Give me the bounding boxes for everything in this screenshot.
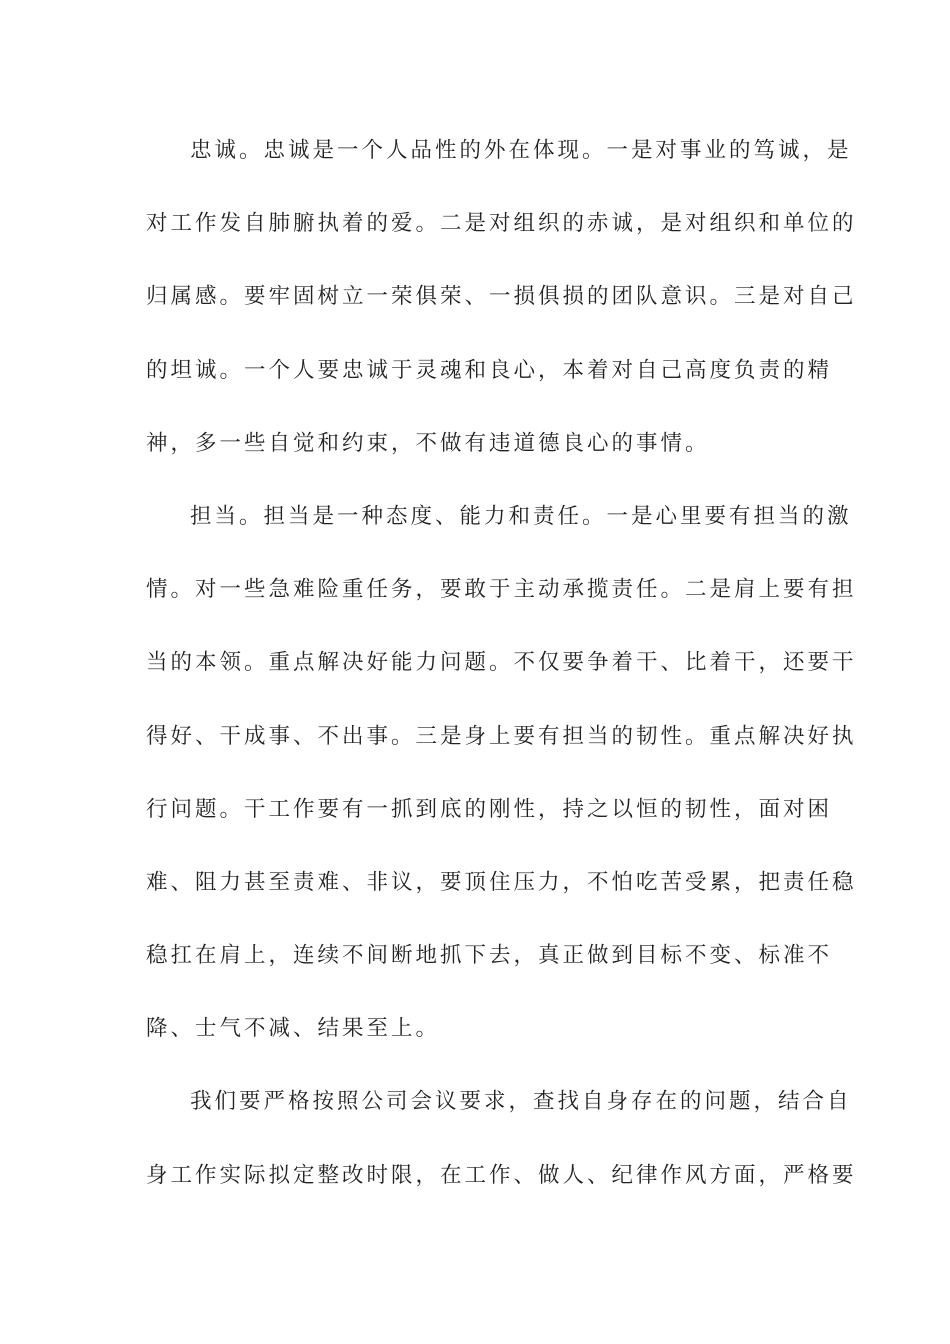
paragraph-requirements-line: 身工作实际拟定整改时限，在工作、做人、纪律作风方面，严格要 xyxy=(146,1162,857,1188)
paragraph-responsibility-line: 情。对一些急难险重任务，要敢于主动承揽责任。二是肩上要有担 xyxy=(146,577,857,603)
paragraph-loyalty-line: 归属感。要牢固树立一荣俱荣、一损俱损的团队意识。三是对自己 xyxy=(146,284,857,310)
paragraph-responsibility-line: 当的本领。重点解决好能力问题。不仅要争着干、比着干，还要干 xyxy=(146,650,857,676)
paragraph-loyalty-line: 神，多一些自觉和约束，不做有违道德良心的事情。 xyxy=(146,430,710,456)
paragraph-responsibility-line: 难、阻力甚至责难、非议，要顶住压力，不怕吃苦受累，把责任稳 xyxy=(146,869,857,895)
paragraph-loyalty-line: 的坦诚。一个人要忠诚于灵魂和良心，本着对自己高度负责的精 xyxy=(146,357,833,383)
document-body xyxy=(146,125,857,1223)
paragraph-loyalty-line: 忠诚。忠诚是一个人品性的外在体现。一是对事业的笃诚，是 xyxy=(190,138,852,163)
paragraph-loyalty-line: 对工作发自肺腑执着的爱。二是对组织的赤诚，是对组织和单位的 xyxy=(146,211,857,237)
paragraph-responsibility-line: 降、士气不减、结果至上。 xyxy=(146,1016,441,1042)
paragraph-responsibility-line: 行问题。干工作要有一抓到底的刚性，持之以恒的韧性，面对困 xyxy=(146,796,833,822)
paragraph-responsibility-line: 得好、干成事、不出事。三是身上要有担当的韧性。重点解决好执 xyxy=(146,723,857,749)
paragraph-responsibility-line: 担当。担当是一种态度、能力和责任。一是心里要有担当的激 xyxy=(190,503,852,529)
paragraph-requirements-line: 我们要严格按照公司会议要求，查找自身存在的问题，结合自 xyxy=(190,1089,852,1115)
paragraph-responsibility-line: 稳扛在肩上，连续不间断地抓下去，真正做到目标不变、标准不 xyxy=(146,943,833,969)
